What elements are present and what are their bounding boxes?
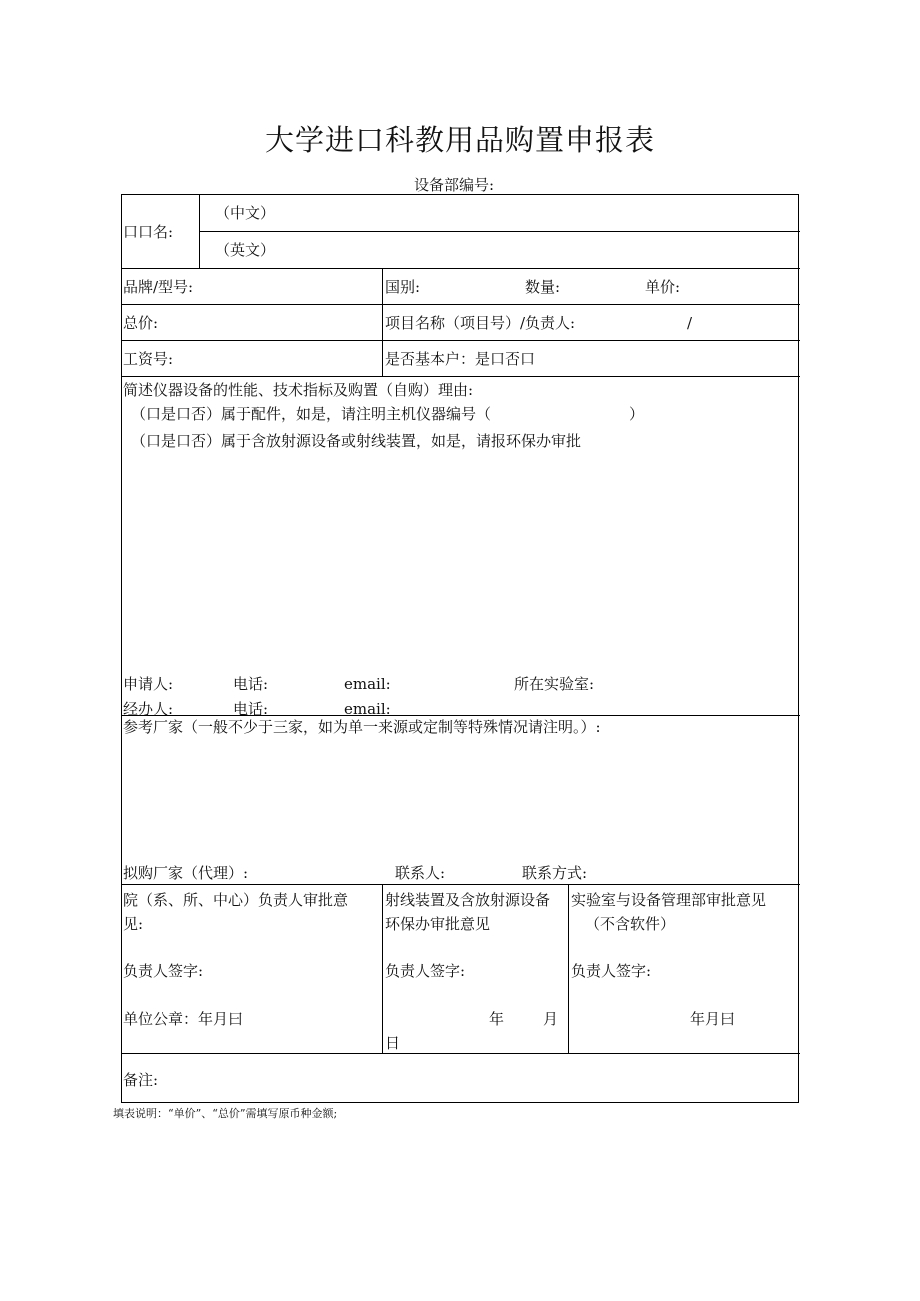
lab-label: 所在实验室:: [514, 675, 595, 693]
contact-person-label: 联系人:: [395, 864, 446, 882]
accessory-question-close: ）: [629, 405, 645, 423]
lab-approval-title: 实验室与设备管理部审批意见: [571, 891, 767, 909]
quantity-label: 数量:: [525, 278, 561, 296]
radiation-month-label: 月: [543, 1010, 559, 1028]
row-divider: [122, 268, 800, 269]
college-seal-date-label: 单位公章：年月曰: [123, 1010, 244, 1028]
applicant-email-label: email:: [344, 675, 391, 693]
accessory-question: （口是口否）属于配件，如是，请注明主机仪器编号（: [131, 405, 492, 423]
chinese-name-label: （中文）: [215, 204, 276, 222]
radiation-question: （口是口否）属于含放射源设备或射线装置，如是，请报环保办审批: [131, 432, 582, 450]
unit-price-label: 单价:: [645, 278, 681, 296]
lab-approval-title-cont: （不含软件）: [585, 915, 676, 933]
column-divider: [199, 195, 200, 268]
applicant-label: 申请人:: [123, 675, 174, 693]
remarks-label: 备注:: [123, 1071, 159, 1089]
form-title: 大学进口科教用品购置申报表: [264, 123, 655, 157]
row-divider: [122, 376, 800, 377]
contact-method-label: 联系方式:: [522, 864, 588, 882]
form-footnote: 填表说明：“单价”、“总价”需填写原币种金额;: [113, 1107, 338, 1120]
equipment-dept-number-label: 设备部编号:: [414, 176, 495, 194]
basic-account-choice: 是否基本户：是口否口: [385, 350, 536, 368]
application-form-table: [121, 194, 799, 1103]
applicant-phone-label: 电话:: [233, 675, 269, 693]
country-label: 国别:: [385, 278, 421, 296]
brand-model-label: 品牌/型号:: [123, 278, 194, 296]
radiation-approval-title-cont: 环保办审批意见: [385, 915, 491, 933]
payroll-number-label: 工资号:: [123, 350, 174, 368]
college-signature-label: 负责人签字:: [123, 962, 204, 980]
column-divider: [382, 268, 383, 376]
college-approval-title: 院（系、所、中心）负责人审批意: [123, 891, 349, 909]
column-divider: [568, 884, 569, 1053]
english-name-label: （英文）: [215, 241, 276, 259]
row-divider: [200, 231, 800, 232]
total-price-label: 总价:: [123, 314, 159, 332]
project-slash: /: [687, 314, 693, 332]
planned-vendor-label: 拟购厂家（代理）:: [123, 864, 249, 882]
lab-date-label: 年月曰: [690, 1010, 736, 1028]
lab-signature-label: 负责人签字:: [571, 962, 652, 980]
handler-email-label: email:: [344, 700, 391, 718]
college-approval-title-cont: 见:: [123, 915, 144, 933]
radiation-approval-title: 射线装置及含放射源设备: [385, 891, 551, 909]
row-divider: [122, 304, 800, 305]
column-divider: [382, 884, 383, 1053]
radiation-day-label: 日: [385, 1034, 401, 1052]
row-divider: [122, 884, 800, 885]
item-name-label: 口口名:: [123, 223, 174, 241]
row-divider: [122, 1053, 800, 1054]
row-divider: [122, 715, 800, 716]
radiation-signature-label: 负责人签字:: [385, 962, 466, 980]
handler-label: 经办人:: [123, 700, 174, 718]
handler-phone-label: 电话:: [233, 700, 269, 718]
row-divider: [122, 340, 800, 341]
radiation-year-label: 年: [489, 1010, 505, 1028]
description-heading: 简述仪器设备的性能、技术指标及购置（自购）理由:: [123, 381, 474, 399]
reference-vendors-label: 参考厂家（一般不少于三家，如为单一来源或定制等特殊情况请注明。）:: [123, 718, 601, 736]
project-name-label: 项目名称（项目号）/负责人:: [385, 314, 576, 332]
